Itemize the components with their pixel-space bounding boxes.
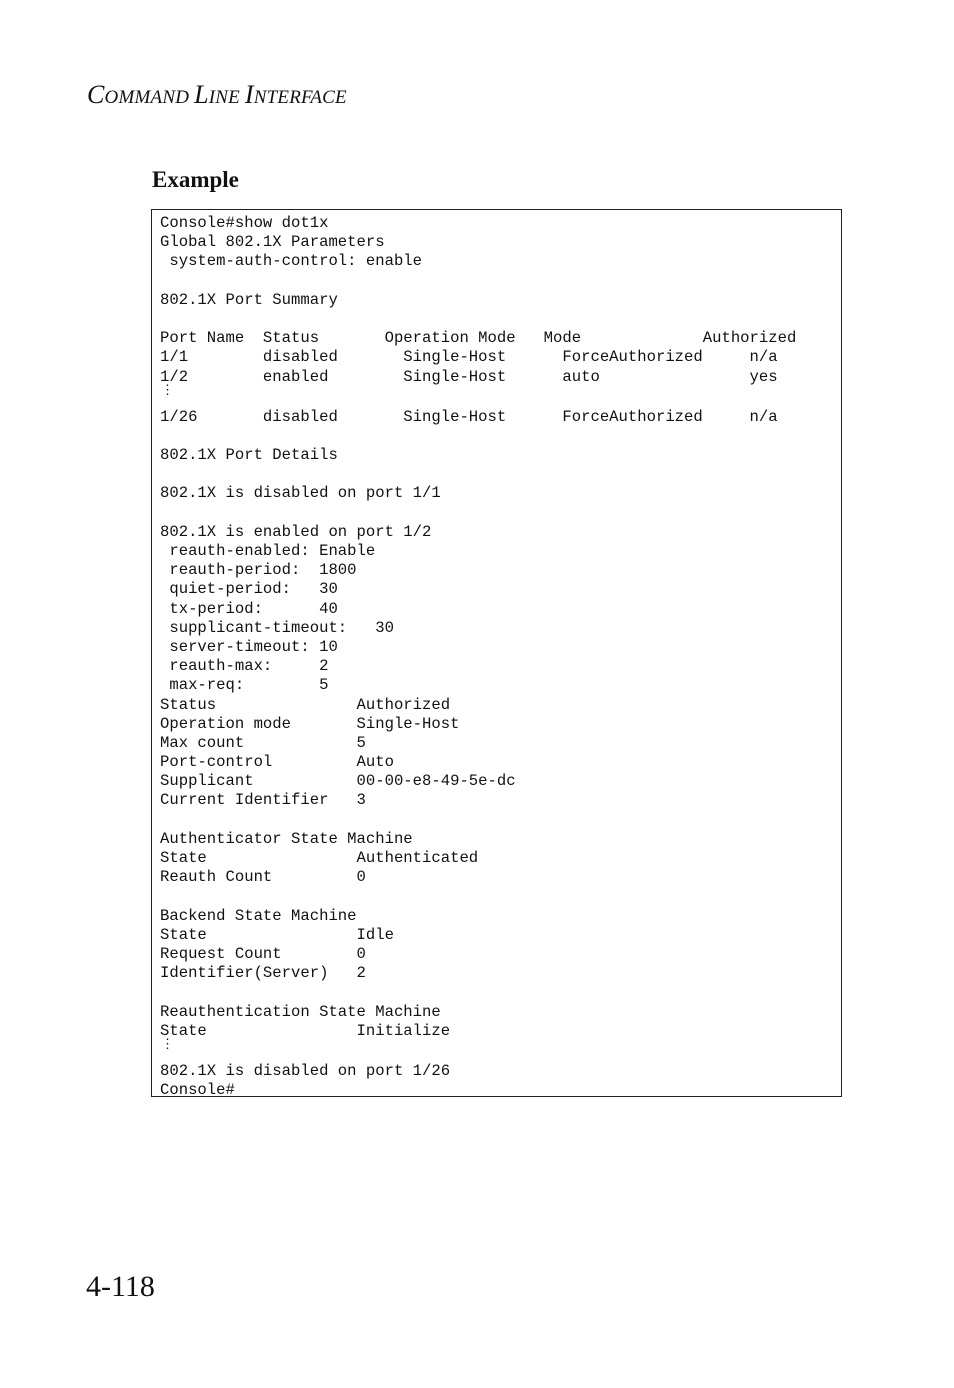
code-line bbox=[160, 887, 796, 906]
code-line: 1/1 disabled Single-Host ForceAuthorized n/a bbox=[160, 348, 778, 367]
code-line: 802.1X is disabled on port 1/26 bbox=[160, 1061, 451, 1080]
page-number: 4-118 bbox=[86, 1270, 155, 1303]
code-line: 1/26 disabled Single-Host ForceAuthorized n/a bbox=[160, 407, 778, 426]
ellipsis-marker: ⋮ bbox=[161, 382, 174, 398]
code-line bbox=[160, 983, 796, 1002]
code-line: server-timeout: 10 bbox=[160, 637, 338, 656]
code-line: system-auth-control: enable bbox=[160, 252, 423, 271]
code-line: 802.1X is disabled on port 1/1 bbox=[160, 484, 441, 503]
code-line: Identifier(Server) 2 bbox=[160, 964, 366, 983]
code-line: reauth-enabled: Enable bbox=[160, 542, 376, 560]
header-word-command: COMMAND bbox=[87, 80, 195, 109]
code-line: Current Identifier 3 bbox=[160, 791, 366, 810]
code-line bbox=[160, 504, 796, 523]
code-line: supplicant-timeout: 30 bbox=[160, 618, 394, 637]
code-line: Console#show dot1x bbox=[160, 214, 329, 232]
code-line: reauth-period: 1800 bbox=[160, 561, 357, 580]
code-line: Backend State Machine bbox=[160, 906, 357, 925]
code-line: quiet-period: 30 bbox=[160, 580, 338, 599]
header-word-line: LINE bbox=[194, 80, 245, 109]
code-line: reauth-max: 2 bbox=[160, 657, 329, 676]
code-line bbox=[160, 427, 796, 446]
code-line: 802.1X Port Summary bbox=[160, 290, 338, 309]
code-line: Console# bbox=[160, 1081, 235, 1100]
code-example-box bbox=[151, 209, 842, 1100]
code-line bbox=[160, 272, 796, 291]
code-line: Global 802.1X Parameters bbox=[160, 233, 385, 252]
code-line: Reauth Count 0 bbox=[160, 868, 366, 887]
code-line bbox=[160, 465, 796, 484]
code-line: Authenticator State Machine bbox=[160, 829, 413, 848]
code-line: Reauthentication State Machine bbox=[160, 1002, 441, 1021]
code-line: State Authenticated bbox=[160, 849, 479, 867]
code-line: max-req: 5 bbox=[160, 676, 329, 695]
code-listing bbox=[160, 214, 796, 1100]
section-title: Example bbox=[152, 167, 239, 192]
code-line: 802.1X is enabled on port 1/2 bbox=[160, 522, 432, 541]
code-line: Max count 5 bbox=[160, 733, 366, 752]
code-line: Status Authorized bbox=[160, 695, 451, 714]
code-line: Supplicant 00-00-e8-49-5e-dc bbox=[160, 772, 516, 791]
code-line: State Initialize bbox=[160, 1021, 451, 1040]
code-line: tx-period: 40 bbox=[160, 599, 338, 618]
code-line bbox=[160, 811, 796, 830]
header-word-interface: INTERFACE bbox=[244, 80, 347, 109]
code-line: Request Count 0 bbox=[160, 944, 366, 963]
running-header bbox=[87, 80, 347, 110]
code-line: State Idle bbox=[160, 925, 394, 944]
code-line: Port Name Status Operation Mode Mode Authorized bbox=[160, 329, 797, 348]
ellipsis-marker: ⋮ bbox=[161, 1036, 174, 1052]
code-line: Operation mode Single-Host bbox=[160, 714, 460, 733]
code-line: 802.1X Port Details bbox=[160, 446, 338, 465]
code-line bbox=[160, 310, 796, 329]
code-line: Port-control Auto bbox=[160, 753, 394, 772]
code-line: 1/2 enabled Single-Host auto yes bbox=[160, 367, 778, 386]
